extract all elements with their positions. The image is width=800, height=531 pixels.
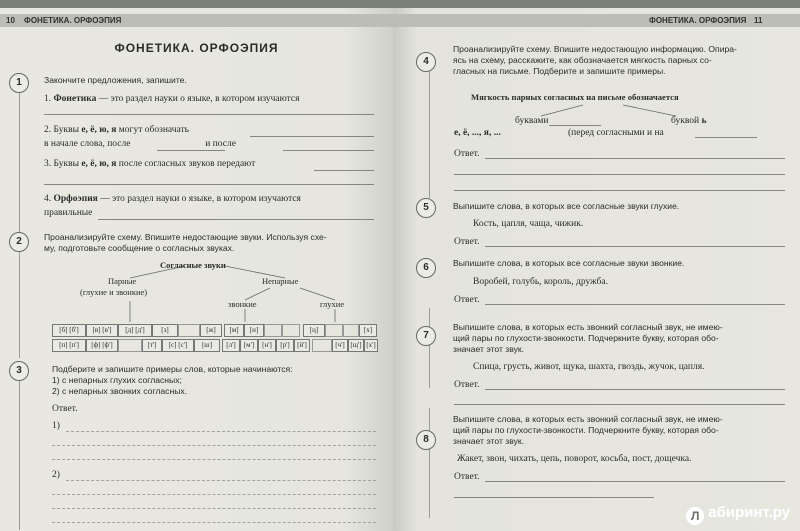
answer-label: Ответ.	[454, 295, 480, 305]
answer-line[interactable]	[454, 190, 785, 191]
running-title: ФОНЕТИКА. ОРФОЭПИЯ	[649, 16, 747, 25]
answer-line[interactable]	[52, 522, 376, 523]
answer-line[interactable]	[549, 125, 601, 126]
task1-sentence-1: 1. Фонетика — это раздел науки о языке, в котором изучаются	[44, 94, 300, 104]
scheme-left-letters: е, ё, ..., я, ...	[454, 128, 501, 138]
task3-line2: 1) с непарных глухих согласных;	[52, 375, 182, 385]
task-number-2: 2	[9, 232, 29, 252]
sound-cell: [р']	[276, 339, 294, 352]
answer-line[interactable]	[454, 497, 654, 498]
scheme-paired: Парные	[108, 276, 137, 286]
task7-line1: Выпишите слова, в которых есть звонкий согласный звук, не имею-	[453, 322, 723, 332]
task7-line3: значает этот звук.	[453, 344, 525, 354]
section-title: ФОНЕТИКА. ОРФОЭПИЯ	[114, 41, 279, 55]
task2-line2: му, подготовьте сообщение о согласных звуках.	[44, 243, 235, 253]
sound-cell: [л']	[222, 339, 240, 352]
sound-cell: [б] [б']	[52, 324, 86, 337]
task4-line2: ясь на схему, расскажите, как обозначается мягкость парных со-	[453, 55, 712, 65]
sound-cell: [м]	[224, 324, 244, 337]
answer-line[interactable]	[454, 404, 785, 405]
task8-line3: значает этот звук.	[453, 436, 525, 446]
sound-cell-blank[interactable]	[118, 339, 142, 352]
answer-line[interactable]	[66, 480, 376, 481]
right-page	[393, 8, 800, 531]
watermark	[686, 504, 790, 525]
task3-line3: 2) с непарных звонких согласных.	[52, 386, 188, 396]
task7-line2: щий пары по глухости-звонкости. Подчеркните букву, которая обо-	[453, 333, 719, 343]
sound-cell: [ч']	[332, 339, 348, 352]
scheme-voiced: звонкие	[228, 299, 257, 309]
sound-cell: [ж]	[200, 324, 222, 337]
task-number-8: 8	[416, 430, 436, 450]
softness-scheme-lines	[393, 8, 800, 531]
task5-instruction: Выпишите слова, в которых все согласные звуки глухие.	[453, 201, 680, 211]
running-title: ФОНЕТИКА. ОРФОЭПИЯ	[24, 16, 122, 25]
task6-words: Воробей, голубь, король, дружба.	[473, 277, 608, 287]
sound-cell: [д] [д']	[118, 324, 152, 337]
sound-cell-blank[interactable]	[282, 324, 300, 337]
scheme-title: Мягкость парных согласных на письме обозначается	[471, 92, 679, 102]
task6-instruction: Выпишите слова, в которых все согласные звуки звонкие.	[453, 258, 685, 268]
task-number-7: 7	[416, 326, 436, 346]
sound-cell: [х]	[359, 324, 377, 337]
sound-cell-blank[interactable]	[312, 339, 332, 352]
answer-line[interactable]	[485, 304, 785, 305]
answer-label: Ответ.	[454, 237, 480, 247]
answer-item-2: 2)	[52, 470, 60, 480]
answer-label: Ответ.	[454, 472, 480, 482]
sound-cell: [н']	[258, 339, 276, 352]
answer-label: Ответ.	[52, 404, 78, 414]
task-number-6: 6	[416, 258, 436, 278]
answer-line[interactable]	[52, 445, 376, 446]
sound-cell: [з]	[152, 324, 178, 337]
sound-cell: [в] [в']	[86, 324, 118, 337]
answer-line[interactable]	[485, 158, 785, 159]
sound-cell: [щ']	[348, 339, 364, 352]
scheme-right-branch: буквой ь	[671, 116, 707, 126]
task1-sentence-4-cont: правильные	[44, 208, 93, 218]
scheme-unpaired: Непарные	[262, 276, 299, 286]
answer-label: Ответ.	[454, 380, 480, 390]
answer-line[interactable]	[485, 389, 785, 390]
task7-words: Спица, грусть, живот, щука, шахта, гвоздь, жучок, цапля.	[473, 362, 705, 372]
answer-line[interactable]	[52, 494, 376, 495]
page-number: 11	[754, 16, 763, 25]
task8-line2: щий пары по глухости-звонкости. Подчеркните букву, которая обо-	[453, 425, 719, 435]
sound-cell: [ш]	[194, 339, 220, 352]
sound-cell: [т']	[142, 339, 162, 352]
task1-sentence-2-cont: в начале слова, после и после	[44, 139, 236, 149]
task8-line1: Выпишите слова, в которых есть звонкий согласный звук, не имею-	[453, 414, 723, 424]
labirint-logo-icon: Л	[686, 507, 704, 525]
task8-words: Жакет, звон, чихать, цепь, поворот, косьба, пост, дощечка.	[457, 454, 692, 464]
answer-line[interactable]	[66, 431, 376, 432]
answer-line[interactable]	[485, 246, 785, 247]
task1-instruction: Закончите предложения, запишите.	[44, 75, 187, 85]
sound-cell: [й']	[294, 339, 310, 352]
sound-cell: [х']	[364, 339, 378, 352]
task-number-3: 3	[9, 361, 29, 381]
task-number-5: 5	[416, 198, 436, 218]
scheme-voiceless: глухие	[320, 299, 345, 309]
left-page	[0, 8, 393, 531]
answer-line[interactable]	[52, 508, 376, 509]
answer-line[interactable]	[454, 174, 785, 175]
sound-cell-blank[interactable]	[264, 324, 282, 337]
sound-cell-blank[interactable]	[178, 324, 200, 337]
task2-line1: Проанализируйте схему. Впишите недостающие звуки. Используя схе-	[44, 232, 327, 242]
task-number-4: 4	[416, 52, 436, 72]
scheme-paired-sub: (глухие и звонкие)	[80, 287, 148, 297]
answer-label: Ответ.	[454, 149, 480, 159]
sound-cell: [м']	[240, 339, 258, 352]
answer-item-1: 1)	[52, 421, 60, 431]
page-number: 10	[6, 16, 15, 25]
task1-sentence-3: 3. Буквы е, ё, ю, я после согласных звуков передают	[44, 159, 256, 169]
scheme-root: Согласные звуки	[160, 260, 226, 270]
scheme-left-branch: буквами	[515, 116, 549, 126]
task4-line1: Проанализируйте схему. Впишите недостающую информацию. Опира-	[453, 44, 737, 54]
task5-words: Кость, цапля, чаща, чижик.	[473, 219, 584, 229]
scheme-right-sub: (перед согласными и на	[568, 128, 664, 138]
task4-line3: гласных на письме. Подберите и запишите примеры.	[453, 66, 666, 76]
sound-cell-blank[interactable]	[343, 324, 359, 337]
answer-line[interactable]	[52, 459, 376, 460]
sound-cell-blank[interactable]	[325, 324, 343, 337]
task3-line1: Подберите и запишите примеры слов, которые начинаются:	[52, 364, 293, 374]
task-number-1: 1	[9, 73, 29, 93]
sound-cell: [ц]	[303, 324, 325, 337]
sound-cell: [п] [п']	[52, 339, 86, 352]
task1-sentence-4: 4. Орфоэпия — это раздел науки о языке, в котором изучаются	[44, 194, 301, 204]
answer-line[interactable]	[695, 137, 757, 138]
watermark-text: абиринт.ру	[708, 504, 790, 521]
sound-cell: [с] [с']	[162, 339, 194, 352]
sound-cell: [н]	[244, 324, 264, 337]
sound-cell: [ф] [ф']	[86, 339, 118, 352]
answer-line[interactable]	[485, 481, 785, 482]
task1-sentence-2: 2. Буквы е, ё, ю, я могут обозначать	[44, 125, 189, 135]
